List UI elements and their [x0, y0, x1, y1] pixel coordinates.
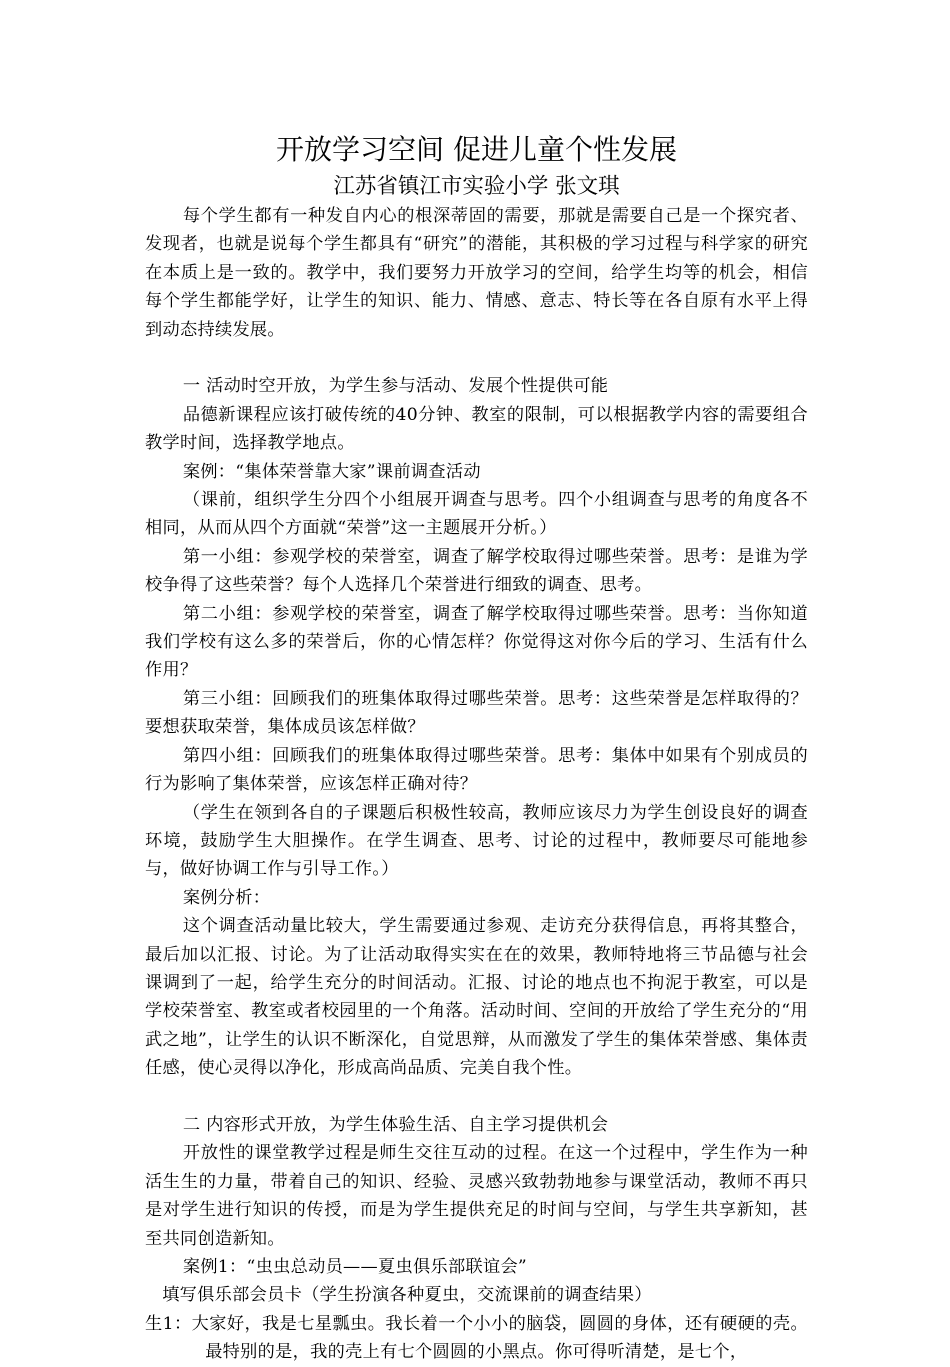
section2-paragraph: 开放性的课堂教学过程是师生交往互动的过程。在这一个过程中，学生作为一种活生生的力量，带着自己的知识、经验、灵感兴致勃勃地参与课堂活动，教师不再只是对学生进行知识的传授，而是为学生提供充足的时间与空间，与学生共享新知，甚至共同创造新知。 — [145, 1143, 808, 1249]
document-title: 开放学习空间 促进儿童个性发展 — [276, 133, 677, 166]
section1-analysis: 这个调查活动量比较大，学生需要通过参观、走访充分获得信息，再将其整合，最后加以汇报、讨论。为了让活动取得实实在在的效果，教师特地将三节品德与社会课调到了一起，给学生充分的时间活动。汇报、讨论的地点也不拘泥于教室，可以是学校荣誉室、教室或者校园里的一个角落。活动时间、空间的开放给了学生充分的“用武之地”，让学生的认识不断深化，自觉思辩，从而激发了学生的集体荣誉感、集体责任感，使心灵得以净化，形成高尚品质、完美自我个性。 — [145, 916, 808, 1079]
intro-paragraph: 每个学生都有一种发自内心的根深蒂固的需要，那就是需要自己是一个探究者、发现者，也就是说每个学生都具有“研究”的潜能，其积极的学习过程与科学家的研究在本质上是一致的。教学中，我们要努力开放学习的空间，给学生均等的机会，相信每个学生都能学好，让学生的知识、能力、情感、意志、特长等在各自原有水平上得到动态持续发展。 — [145, 206, 808, 340]
section1-group1: 第一小组：参观学校的荣誉室，调查了解学校取得过哪些荣誉。思考：是谁为学校争得了这些荣誉？每个人选择几个荣誉进行细致的调查、思考。 — [145, 546, 808, 596]
section1-group2: 第二小组：参观学校的荣誉室，调查了解学校取得过哪些荣誉。思考：当你知道我们学校有这么多的荣誉后，你的心情怎样？你觉得这对你今后的学习、生活有什么作用？ — [145, 603, 808, 681]
section1-group3: 第三小组：回顾我们的班集体取得过哪些荣誉。思考：这些荣誉是怎样取得的？要想获取荣誉，集体成员该怎样做？ — [145, 688, 808, 738]
section1-heading: 一 活动时空开放，为学生参与活动、发展个性提供可能 — [182, 376, 609, 397]
section2-case-title: 案例1：“虫虫总动员——夏虫俱乐部联谊会” — [182, 1257, 528, 1277]
blank-line — [145, 1083, 808, 1111]
section1-case-title: 案例：“集体荣誉靠大家”课前调查活动 — [182, 461, 481, 482]
section2-activity: 填写俱乐部会员卡（学生扮演各种夏虫，交流课前的调查结果） — [162, 1285, 652, 1306]
section1-paragraph: 品德新课程应该打破传统的40分钟、教室的限制，可以根据教学内容的需要组合教学时间，选择教学地点。 — [145, 404, 808, 454]
document-author: 江苏省镇江市实验小学 张文琪 — [333, 174, 620, 199]
section2-student1: 生1：大家好，我是七星瓢虫。我长着一个小小的脑袋，圆圆的身体，还有硬硬的壳。最特别的是，我的壳上有七个圆圆的小黑点。你可得听清楚，是七个， — [145, 1313, 808, 1363]
document-page — [145, 128, 808, 1367]
section1-note2: （学生在领到各自的子课题后积极性较高，教师应该尽力为学生创设良好的调查环境，鼓励学生大胆操作。在学生调查、思考、讨论的过程中，教师要尽可能地参与，做好协调工作与引导工作。） — [145, 802, 808, 880]
section1-group4: 第四小组：回顾我们的班集体取得过哪些荣誉。思考：集体中如果有个别成员的行为影响了集体荣誉，应该怎样正确对待？ — [145, 745, 808, 795]
blank-line — [145, 344, 808, 372]
section1-note1: （课前，组织学生分四个小组展开调查与思考。四个小组调查与思考的角度各不相同，从而从四个方面就“荣誉”这一主题展开分析。） — [145, 490, 808, 539]
section2-heading: 二 内容形式开放，为学生体验生活、自主学习提供机会 — [182, 1114, 609, 1135]
section1-analysis-title: 案例分析： — [182, 887, 271, 908]
